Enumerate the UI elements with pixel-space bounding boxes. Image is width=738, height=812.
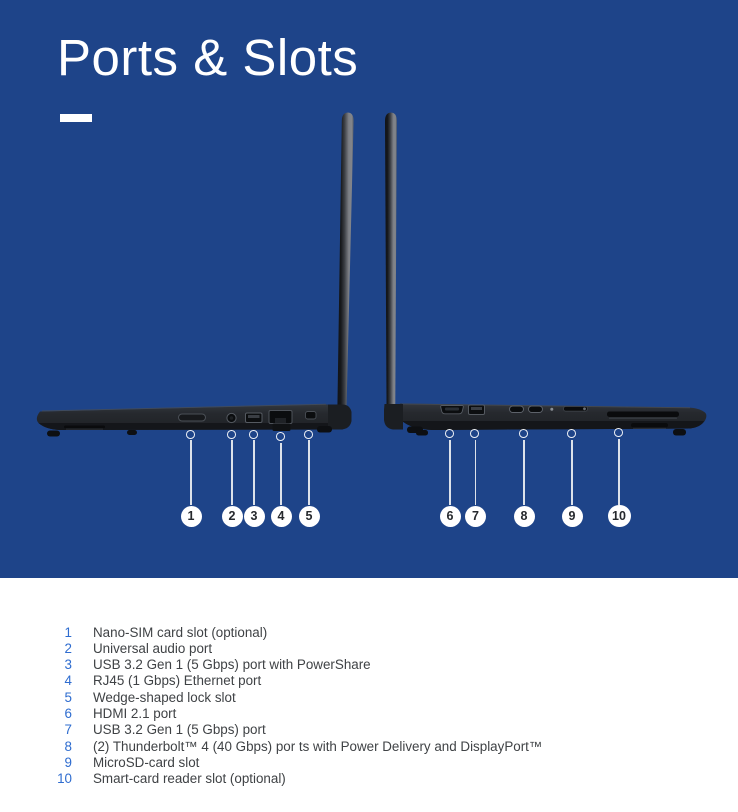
legend-item-number: 2	[64, 640, 72, 656]
smartcard-slot-lip	[609, 418, 677, 419]
laptop-right-hinge	[384, 404, 403, 430]
callout-dot-10	[614, 428, 623, 437]
legend-item-number: 3	[64, 657, 72, 673]
laptop-left-foot-mid	[127, 430, 137, 435]
callout-circle-6: 6	[440, 506, 461, 527]
page-title: Ports & Slots	[57, 29, 359, 86]
legend-item	[0, 706, 738, 722]
smartcard-slot-graphic	[607, 412, 679, 418]
legend-item	[0, 755, 738, 771]
laptop-left-hinge	[328, 405, 352, 430]
legend-item-number: 6	[64, 705, 72, 721]
rj45-port-notch	[275, 418, 286, 423]
callout-line-7	[475, 440, 477, 506]
legend-item-number: 9	[64, 754, 72, 770]
callout-dot-3	[249, 430, 258, 439]
laptop-left-side-view	[37, 113, 354, 437]
thunderbolt-port-1-graphic	[510, 406, 524, 413]
hdmi-port-inner	[445, 408, 459, 411]
callout-line-3	[253, 440, 255, 505]
legend-item-number: 5	[64, 689, 72, 705]
status-led-dot	[550, 408, 553, 411]
callout-line-8	[523, 440, 525, 506]
legend-item	[0, 673, 738, 689]
legend-item	[0, 690, 738, 706]
callout-line-5	[308, 440, 310, 505]
legend-item-number: 1	[64, 624, 72, 640]
rj45-port-lower-tab	[273, 424, 291, 432]
callout-line-2	[231, 440, 233, 505]
callout-circle-1: 1	[181, 506, 202, 527]
callout-dot-2	[227, 430, 236, 439]
laptop-left-front-vent-lip	[66, 429, 103, 430]
callout-circle-3: 3	[244, 506, 265, 527]
laptop-right-side-view	[384, 113, 706, 436]
callout-dot-9	[567, 429, 576, 438]
legend-item-label: USB 3.2 Gen 1 (5 Gbps) port with PowerShare	[93, 657, 371, 673]
callout-circle-7: 7	[465, 506, 486, 527]
legend-item-number: 10	[57, 771, 72, 787]
legend-item-label: Universal audio port	[93, 640, 213, 656]
laptop-right-foot-right	[673, 429, 686, 436]
laptop-right-foot-left	[416, 430, 428, 436]
callout-line-9	[571, 440, 573, 506]
nano-sim-slot-graphic	[179, 414, 206, 421]
legend-item-number: 8	[64, 738, 72, 754]
callout-line-1	[190, 440, 192, 505]
callout-circle-9: 9	[562, 506, 583, 527]
lock-slot-graphic	[306, 412, 317, 420]
laptop-left-front-vent-slot	[64, 426, 105, 429]
legend-item	[0, 625, 738, 641]
usb-a-port-left-tongue	[248, 415, 260, 418]
legend-item-label: Smart-card reader slot (optional)	[93, 771, 286, 787]
callout-dot-6	[445, 429, 454, 438]
laptop-right-lid	[385, 113, 397, 422]
legend-item-label: RJ45 (1 Gbps) Ethernet port	[93, 673, 262, 689]
legend-item	[0, 739, 738, 755]
thunderbolt-port-2-graphic	[529, 406, 543, 413]
callout-line-4	[280, 443, 282, 506]
legend-item	[0, 657, 738, 673]
legend-item-number: 4	[64, 673, 72, 689]
callout-circle-2: 2	[222, 506, 243, 527]
callout-line-10	[618, 439, 620, 505]
callout-dot-5	[304, 430, 313, 439]
laptop-left-lid	[337, 113, 353, 422]
legend-item-label: Nano-SIM card slot (optional)	[93, 624, 268, 640]
legend-item-label: Wedge-shaped lock slot	[93, 689, 236, 705]
callout-circle-4: 4	[271, 506, 292, 527]
smartcard-lower-slot-graphic	[631, 423, 668, 427]
callout-circle-8: 8	[514, 506, 535, 527]
ports-legend	[0, 625, 738, 788]
legend-item-number: 7	[64, 722, 72, 738]
callout-dot-4	[276, 432, 285, 441]
legend-item-label: USB 3.2 Gen 1 (5 Gbps) port	[93, 722, 266, 738]
legend-item-label: (2) Thunderbolt™ 4 (40 Gbps) por ts with Power Delivery and DisplayPort™	[93, 738, 543, 754]
usb-a-port-right-tongue	[471, 407, 482, 410]
callout-line-6	[449, 440, 451, 506]
audio-port-inner	[230, 416, 234, 420]
callout-circle-10: 10	[608, 505, 631, 527]
callout-dot-1	[186, 430, 195, 439]
callout-dot-8	[519, 429, 528, 438]
legend-item	[0, 722, 738, 738]
smartcard-lower-slot-lip	[633, 428, 666, 429]
legend-item	[0, 641, 738, 657]
legend-item	[0, 771, 738, 787]
legend-item-label: MicroSD-card slot	[93, 754, 200, 770]
laptop-left-hinge-foot	[317, 426, 332, 433]
microsd-slot-dot	[583, 407, 586, 410]
laptop-left-foot-front	[47, 431, 60, 437]
legend-item-label: HDMI 2.1 port	[93, 705, 177, 721]
callout-circle-5: 5	[299, 506, 320, 527]
